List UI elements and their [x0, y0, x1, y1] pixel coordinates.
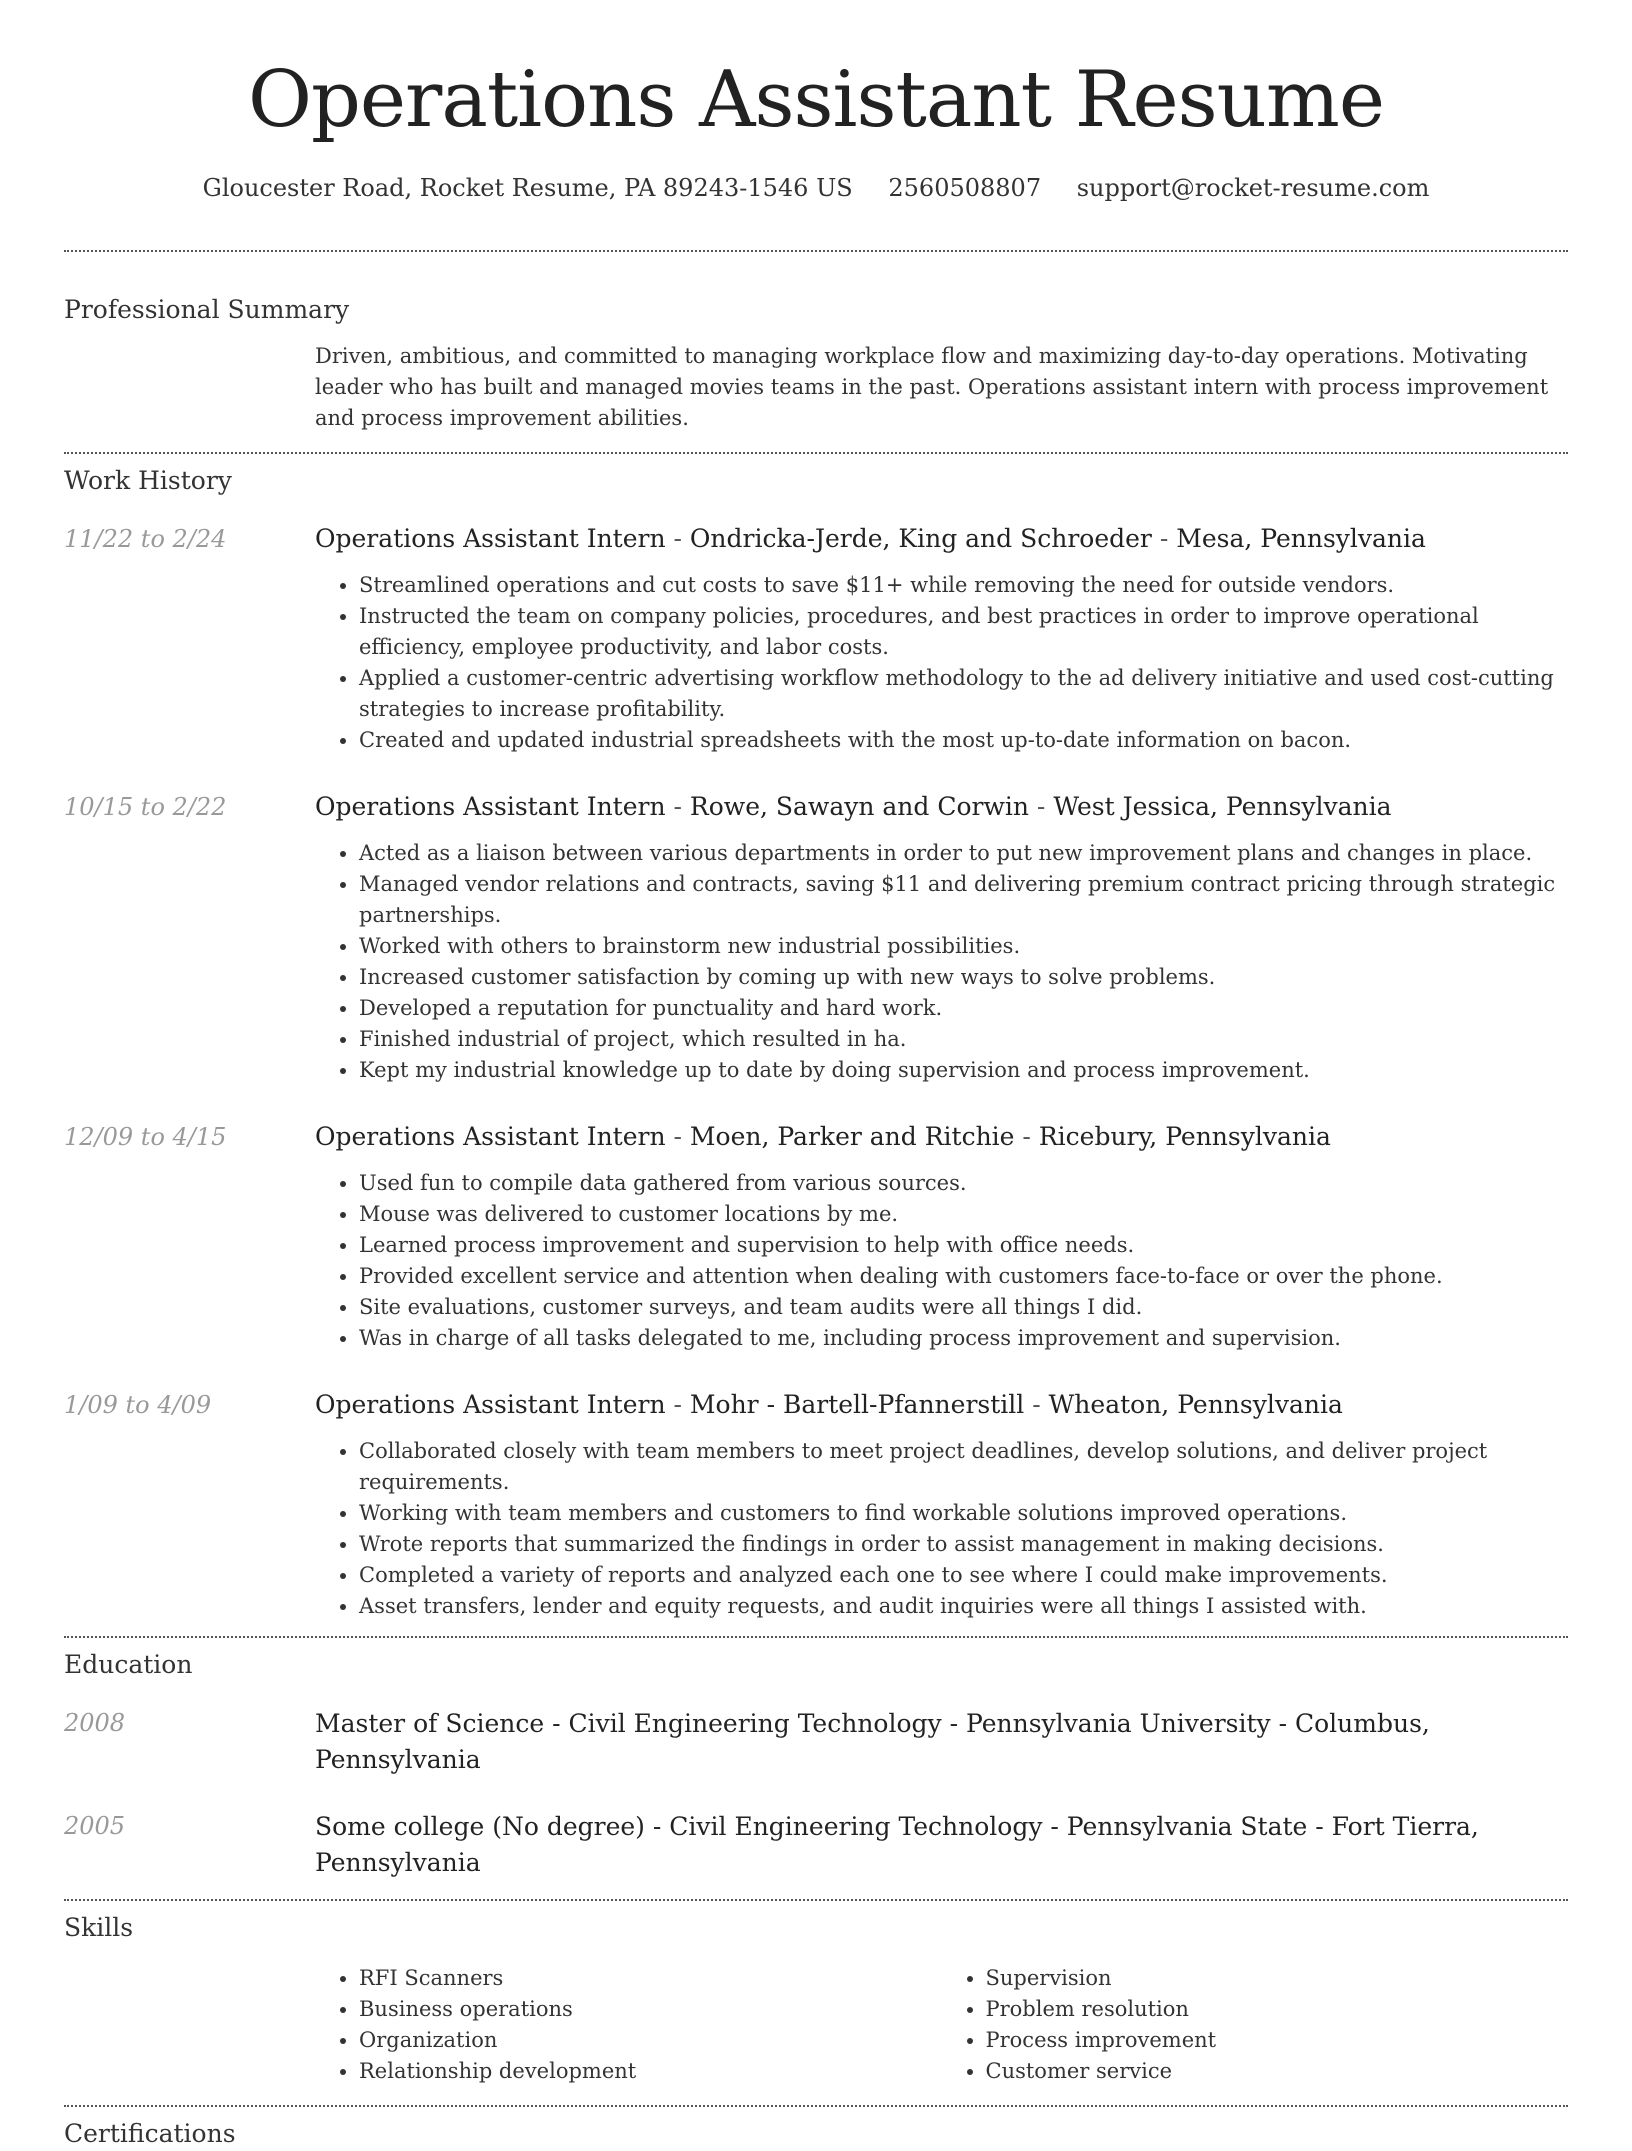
job-title: Operations Assistant Intern	[315, 1390, 666, 1419]
job-heading: Operations Assistant Intern - Mohr - Bartell-Pfannerstill - Wheaton, Pennsylvania	[315, 1390, 1343, 1419]
list-item: • Created and updated industrial spreadsheets with the most up-to-date information on bacon.	[359, 725, 1568, 756]
skill-item: • Customer service	[986, 2056, 1569, 2087]
list-item: • Used fun to compile data gathered from various sources.	[359, 1168, 1568, 1199]
divider	[64, 452, 1568, 454]
skill-item: • RFI Scanners	[359, 1963, 942, 1994]
job-entry	[64, 790, 1568, 1086]
list-item: • Wrote reports that summarized the findings in order to assist management in making decisions.	[359, 1529, 1568, 1560]
resume-page	[64, 0, 1568, 2151]
divider	[64, 2105, 1568, 2107]
job-bullets	[315, 1168, 1568, 1354]
job-dates: 1/09 to 4/09	[64, 1391, 212, 1419]
job-heading: Operations Assistant Intern - Ondricka-Jerde, King and Schroeder - Mesa, Pennsylvania	[315, 524, 1426, 553]
skill-item: • Organization	[359, 2025, 942, 2056]
contact-email: support@rocket-resume.com	[1076, 174, 1430, 202]
list-item: • Worked with others to brainstorm new industrial possibilities.	[359, 931, 1568, 962]
section-heading-certifications: Certifications	[64, 2119, 236, 2148]
job-company: Moen, Parker and Ritchie	[689, 1122, 1015, 1151]
skills-column-left	[315, 1963, 942, 2087]
education-year: 2008	[64, 1709, 126, 1737]
job-title: Operations Assistant Intern	[315, 1122, 666, 1151]
job-entry	[64, 1120, 1568, 1354]
skills-column-right	[942, 1963, 1569, 2087]
contact-line	[64, 172, 1568, 204]
list-item: • Site evaluations, customer surveys, and team audits were all things I did.	[359, 1292, 1568, 1323]
job-heading: Operations Assistant Intern - Moen, Parker and Ritchie - Ricebury, Pennsylvania	[315, 1122, 1331, 1151]
job-heading: Operations Assistant Intern - Rowe, Sawayn and Corwin - West Jessica, Pennsylvania	[315, 792, 1392, 821]
divider	[64, 1636, 1568, 1638]
job-company: Ondricka-Jerde, King and Schroeder	[689, 524, 1152, 553]
section-heading-summary: Professional Summary	[64, 295, 350, 324]
job-title: Operations Assistant Intern	[315, 792, 666, 821]
section-heading-education: Education	[64, 1650, 193, 1679]
job-company: Mohr - Bartell-Pfannerstill	[689, 1390, 1025, 1419]
job-location: Mesa, Pennsylvania	[1176, 524, 1426, 553]
education-entry	[64, 1706, 1568, 1778]
contact-address: Gloucester Road, Rocket Resume, PA 89243-1546 US	[202, 174, 853, 202]
list-item: • Completed a variety of reports and analyzed each one to see where I could make improvements.	[359, 1560, 1568, 1591]
skill-item: • Supervision	[986, 1963, 1569, 1994]
job-dates: 10/15 to 2/22	[64, 793, 227, 821]
list-item: • Streamlined operations and cut costs to save $11+ while removing the need for outside vendors.	[359, 570, 1568, 601]
education-entry	[64, 1809, 1568, 1881]
list-item: • Kept my industrial knowledge up to date by doing supervision and process improvement.	[359, 1055, 1568, 1086]
skill-item: • Business operations	[359, 1994, 942, 2025]
job-dates: 11/22 to 2/24	[64, 525, 227, 553]
job-dates: 12/09 to 4/15	[64, 1123, 227, 1151]
education-degree: Some college (No degree) - Civil Engineering Technology - Pennsylvania State - Fort Tierra, Pennsylvania	[315, 1812, 1479, 1877]
job-bullets	[315, 570, 1568, 756]
list-item: • Asset transfers, lender and equity requests, and audit inquiries were all things I assisted with.	[359, 1591, 1568, 1622]
list-item: • Developed a reputation for punctuality and hard work.	[359, 993, 1568, 1024]
list-item: • Increased customer satisfaction by coming up with new ways to solve problems.	[359, 962, 1568, 993]
list-item: • Collaborated closely with team members to meet project deadlines, develop solutions, and deliver project requirements.	[359, 1436, 1568, 1498]
job-location: Ricebury, Pennsylvania	[1038, 1122, 1331, 1151]
job-location: Wheaton, Pennsylvania	[1048, 1390, 1343, 1419]
skill-item: • Problem resolution	[986, 1994, 1569, 2025]
list-item: • Applied a customer-centric advertising workflow methodology to the ad delivery initiative and used cost-cutting strategies to increase profitability.	[359, 663, 1568, 725]
job-company: Rowe, Sawayn and Corwin	[689, 792, 1029, 821]
job-title: Operations Assistant Intern	[315, 524, 666, 553]
skills-list	[315, 1963, 1568, 2087]
section-heading-work-history: Work History	[64, 466, 232, 495]
divider	[64, 1899, 1568, 1901]
list-item: • Provided excellent service and attention when dealing with customers face-to-face or over the phone.	[359, 1261, 1568, 1292]
resume-title: Operations Assistant Resume	[248, 55, 1384, 145]
list-item: • Mouse was delivered to customer locations by me.	[359, 1199, 1568, 1230]
list-item: • Learned process improvement and supervision to help with office needs.	[359, 1230, 1568, 1261]
contact-phone: 2560508807	[888, 174, 1042, 202]
list-item: • Working with team members and customers to find workable solutions improved operations.	[359, 1498, 1568, 1529]
list-item: • Finished industrial of project, which resulted in ha.	[359, 1024, 1568, 1055]
job-entry	[64, 522, 1568, 756]
list-item: • Was in charge of all tasks delegated to me, including process improvement and supervision.	[359, 1323, 1568, 1354]
skill-item: • Process improvement	[986, 2025, 1569, 2056]
job-location: West Jessica, Pennsylvania	[1053, 792, 1392, 821]
list-item: • Managed vendor relations and contracts, saving $11 and delivering premium contract pricing through strategic partnerships.	[359, 869, 1568, 931]
divider	[64, 250, 1568, 252]
education-degree: Master of Science - Civil Engineering Technology - Pennsylvania University - Columbus, Pennsylvania	[315, 1709, 1430, 1774]
education-year: 2005	[64, 1812, 126, 1840]
list-item: • Instructed the team on company policies, procedures, and best practices in order to improve operational efficiency, employee productivity, and labor costs.	[359, 601, 1568, 663]
section-heading-skills: Skills	[64, 1913, 134, 1942]
job-entry	[64, 1388, 1568, 1622]
list-item: • Acted as a liaison between various departments in order to put new improvement plans and changes in place.	[359, 838, 1568, 869]
job-bullets	[315, 838, 1568, 1086]
skill-item: • Relationship development	[359, 2056, 942, 2087]
job-bullets	[315, 1436, 1568, 1622]
summary-text: Driven, ambitious, and committed to managing workplace flow and maximizing day-to-day operations. Motivating leader who has built and managed movies teams in the past. Operations assistant intern with process improvement and process improvement abilities.	[315, 344, 1549, 430]
